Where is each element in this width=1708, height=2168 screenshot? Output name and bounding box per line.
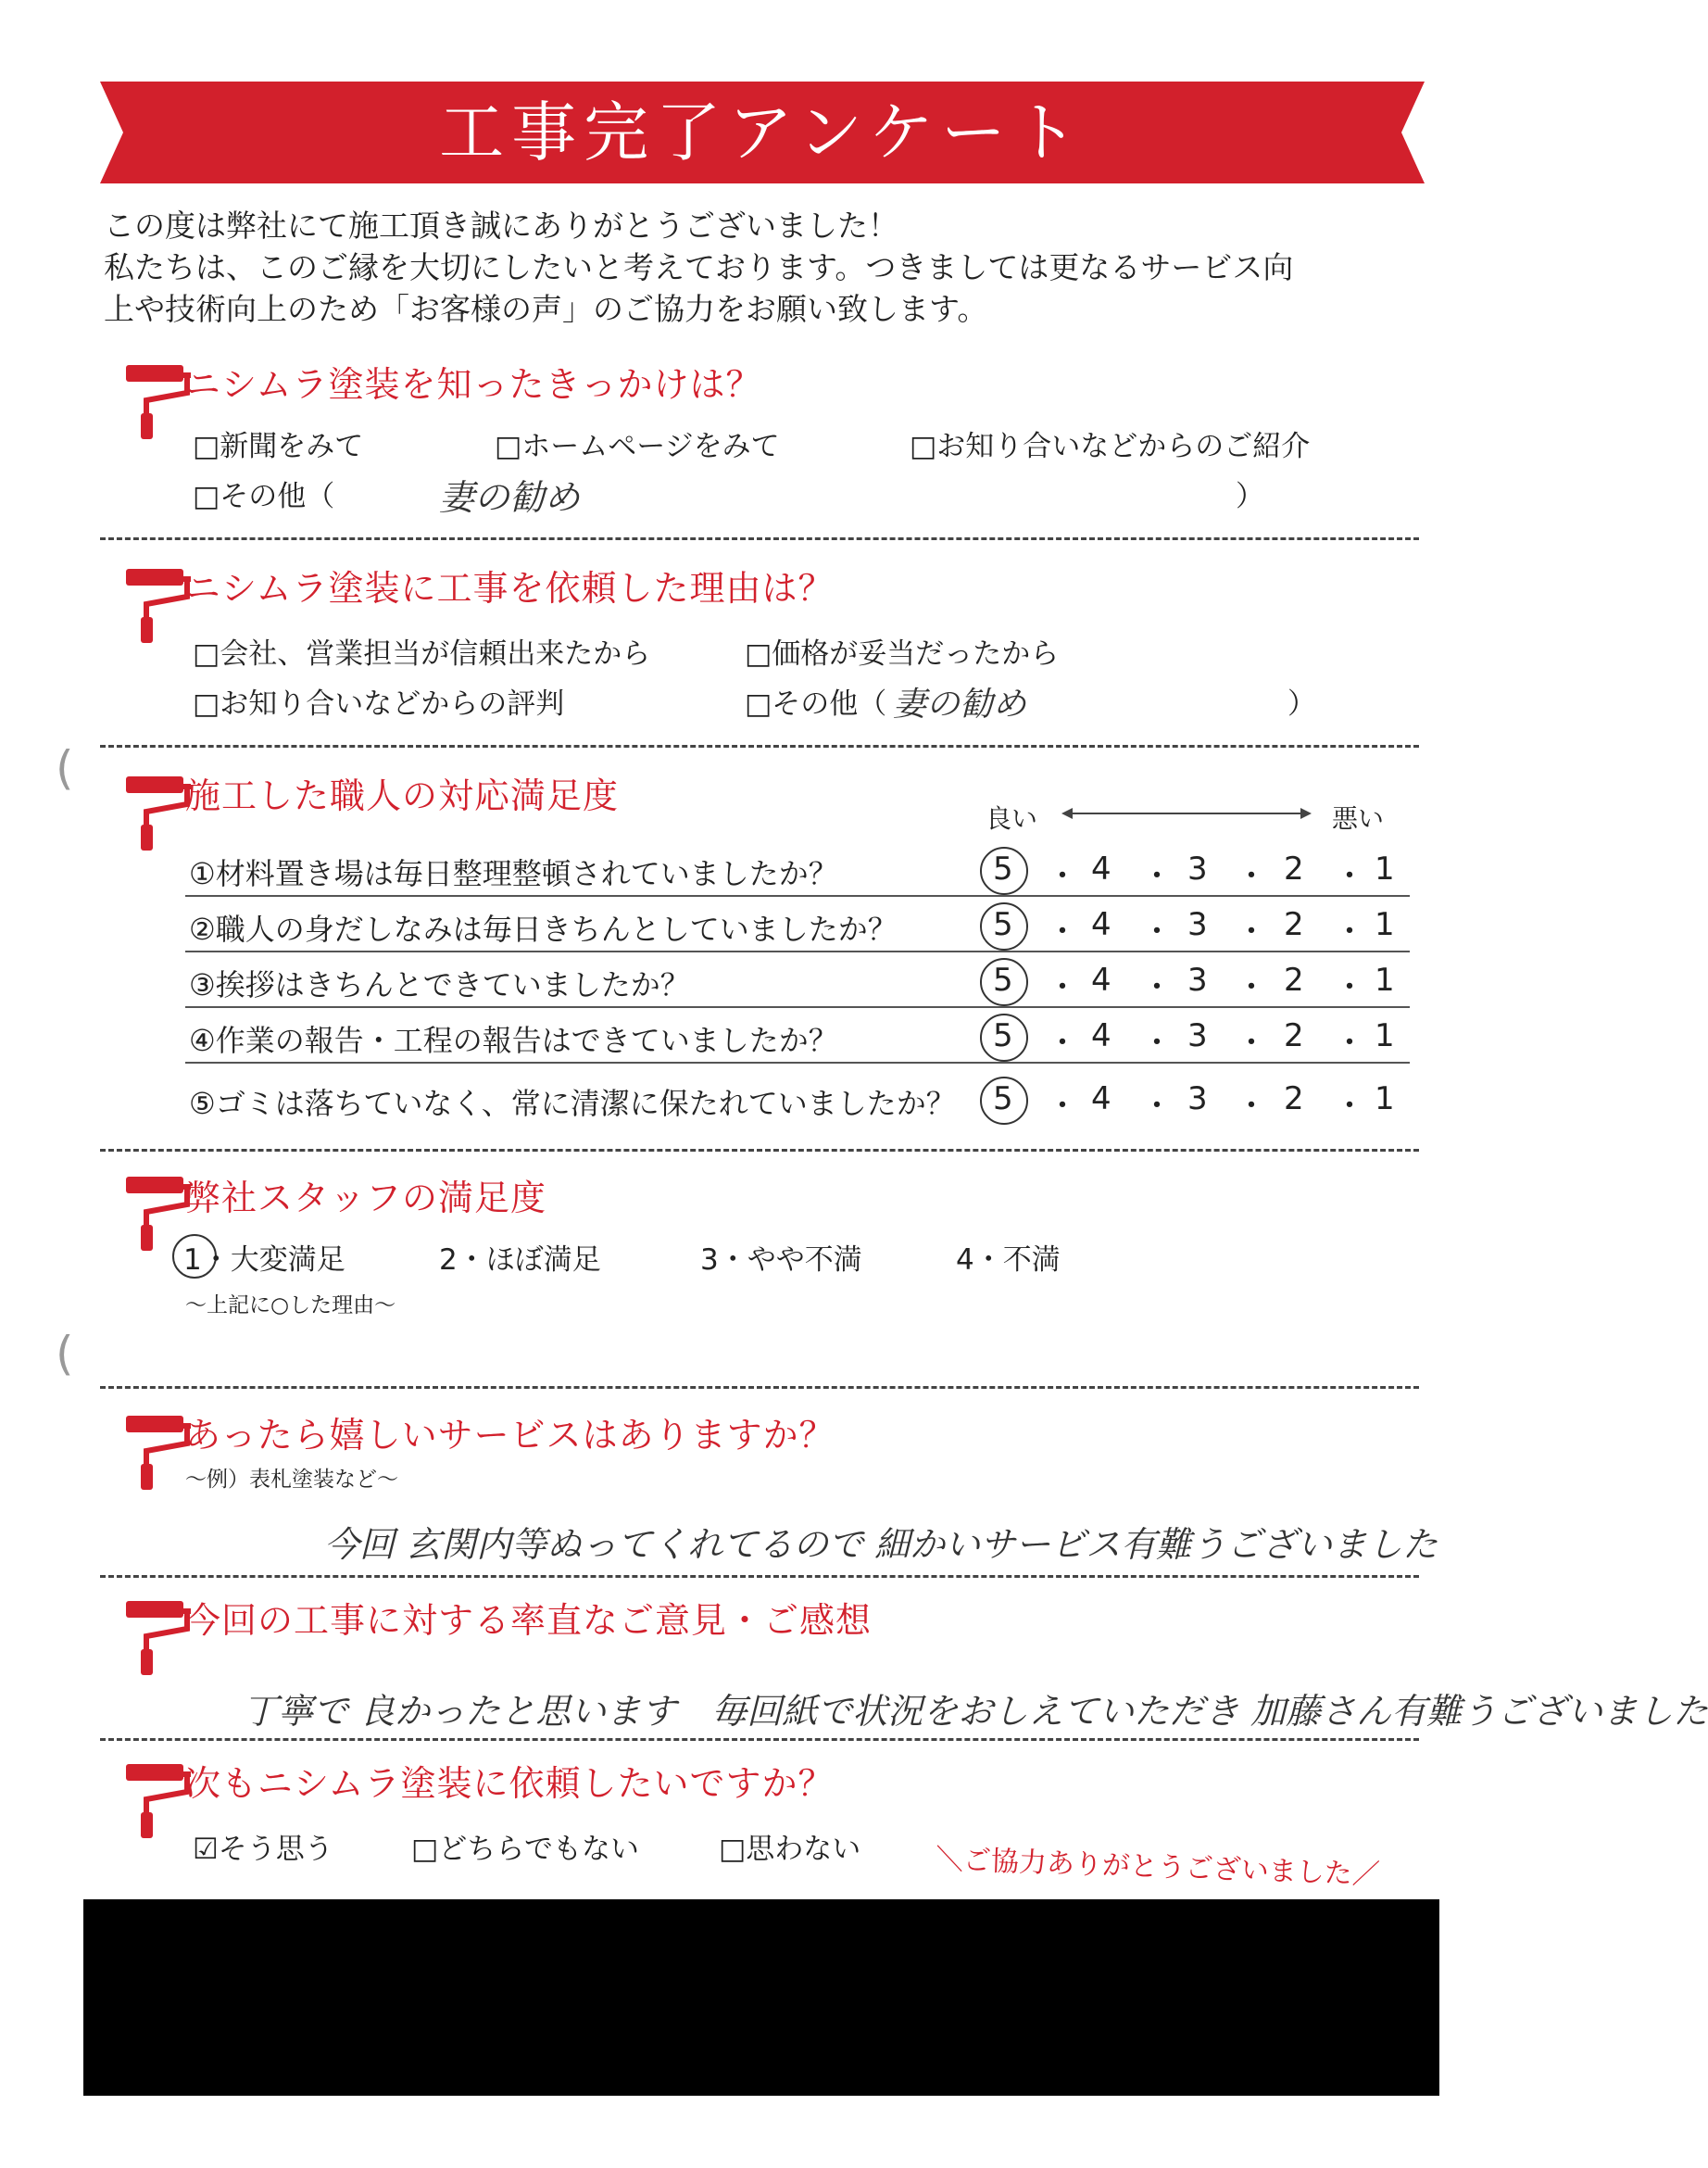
close-paren: ） xyxy=(1287,687,1316,721)
section-title-feedback: 今回の工事に対する率直なご意見・ご感想 xyxy=(185,1600,873,1641)
redacted-area xyxy=(83,1899,1439,2096)
option-slightly-unsatisfied[interactable]: 3・やや不満 xyxy=(700,1243,862,1277)
score-separator: ・ xyxy=(1141,858,1173,895)
binder-hole-mark: ( xyxy=(56,1327,74,1380)
score-separator: ・ xyxy=(1334,858,1365,895)
score-option-5[interactable]: 5 xyxy=(993,851,1013,888)
score-separator: ・ xyxy=(1236,1025,1267,1062)
score-option-4[interactable]: 4 xyxy=(1091,1017,1111,1054)
intro-line-2: 私たちは、このご縁を大切にしたいと考えております。つきましては更なるサービス向 xyxy=(104,249,1294,285)
option-other[interactable]: □その他（ xyxy=(745,687,887,721)
score-separator: ・ xyxy=(1047,969,1078,1006)
scale-good-label: 良い xyxy=(986,803,1038,834)
score-option-4[interactable]: 4 xyxy=(1091,906,1111,943)
handwritten-answer: 今回 玄関内等ぬってくれてるので 細かいサービス有難うございました xyxy=(324,1524,1438,1565)
section-divider xyxy=(100,745,1419,748)
section-title-how-found: ニシムラ塗装を知ったきっかけは？ xyxy=(185,364,762,405)
score-option-3[interactable]: 3 xyxy=(1187,851,1208,888)
score-option-1[interactable]: 1 xyxy=(1375,906,1395,943)
score-option-5[interactable]: 5 xyxy=(993,962,1013,999)
row-divider xyxy=(185,1062,1410,1064)
option-neutral[interactable]: □どちらでもない xyxy=(411,1833,639,1866)
score-option-1[interactable]: 1 xyxy=(1375,851,1395,888)
score-separator: ・ xyxy=(1334,969,1365,1006)
rating-question-5: ⑤ゴミは落ちていなく、常に清潔に保たれていましたか？ xyxy=(189,1086,956,1121)
score-option-1[interactable]: 1 xyxy=(1375,962,1395,999)
thanks-message: ＼ご協力ありがとうございました／ xyxy=(935,1843,1381,1892)
score-separator: ・ xyxy=(1334,1088,1365,1125)
score-separator: ・ xyxy=(1334,1025,1365,1062)
section-title-repeat: 次もニシムラ塗装に依頼したいですか？ xyxy=(185,1763,835,1804)
section-divider xyxy=(100,537,1419,540)
rating-question-2: ②職人の身だしなみは毎日きちんとしていましたか？ xyxy=(189,912,898,947)
scale-arrow-icon xyxy=(1061,804,1312,823)
score-option-1[interactable]: 1 xyxy=(1375,1017,1395,1054)
option-disagree[interactable]: □思わない xyxy=(719,1833,861,1866)
scale-bad-label: 悪い xyxy=(1332,803,1385,834)
score-option-3[interactable]: 3 xyxy=(1187,1080,1208,1117)
handwritten-other-reason: 妻の勧め xyxy=(893,686,1027,724)
score-option-4[interactable]: 4 xyxy=(1091,962,1111,999)
row-divider xyxy=(185,895,1410,897)
score-separator: ・ xyxy=(1236,914,1267,951)
score-separator: ・ xyxy=(1334,914,1365,951)
row-divider xyxy=(185,951,1410,952)
score-option-2[interactable]: 2 xyxy=(1284,906,1304,943)
score-option-3[interactable]: 3 xyxy=(1187,906,1208,943)
rating-question-3: ③挨拶はきちんとできていましたか？ xyxy=(189,967,690,1002)
option-price[interactable]: □価格が妥当だったから xyxy=(745,637,1060,671)
score-option-2[interactable]: 2 xyxy=(1284,1017,1304,1054)
example-label: 〜例）表札塗装など〜 xyxy=(185,1468,398,1492)
score-option-5[interactable]: 5 xyxy=(993,1080,1013,1117)
section-divider xyxy=(100,1738,1419,1741)
intro-line-1: この度は弊社にて施工頂き誠にありがとうございました！ xyxy=(104,208,898,244)
option-homepage[interactable]: □ホームページをみて xyxy=(495,430,780,463)
score-separator: ・ xyxy=(1047,1088,1078,1125)
selected-score-circle xyxy=(980,958,1028,1006)
section-divider xyxy=(100,1575,1419,1578)
score-option-5[interactable]: 5 xyxy=(993,1017,1013,1054)
rating-question-4: ④作業の報告・工程の報告はできていましたか？ xyxy=(189,1023,838,1058)
score-separator: ・ xyxy=(1236,1088,1267,1125)
score-separator: ・ xyxy=(1047,914,1078,951)
score-option-3[interactable]: 3 xyxy=(1187,962,1208,999)
section-title-desired-services: あったら嬉しいサービスはありますか？ xyxy=(185,1415,835,1456)
reason-label: 〜上記に○した理由〜 xyxy=(185,1293,396,1317)
option-newspaper[interactable]: □新聞をみて xyxy=(193,430,364,463)
rating-question-1: ①材料置き場は毎日整理整頓されていましたか？ xyxy=(189,856,838,891)
option-unsatisfied[interactable]: 4・不満 xyxy=(956,1243,1061,1277)
handwritten-other-reason: 妻の勧め xyxy=(439,477,581,518)
score-option-4[interactable]: 4 xyxy=(1091,851,1111,888)
option-agree[interactable]: ☑そう思う xyxy=(193,1833,333,1866)
option-reputation[interactable]: □お知り合いなどからの評判 xyxy=(193,687,565,721)
handwritten-feedback: 丁寧で 良かったと思います 毎回紙で状況をおしえていただき 加藤さん有難うございました xyxy=(243,1691,1708,1732)
section-title-craftsman-satisfaction: 施工した職人の対応満足度 xyxy=(185,775,620,816)
section-title-reason: ニシムラ塗装に工事を依頼した理由は？ xyxy=(185,568,835,609)
score-separator: ・ xyxy=(1141,914,1173,951)
selected-score-circle xyxy=(980,847,1028,895)
close-paren: ） xyxy=(1236,480,1264,513)
option-mostly-satisfied[interactable]: 2・ほぼ満足 xyxy=(439,1243,601,1277)
section-divider xyxy=(100,1149,1419,1152)
score-option-2[interactable]: 2 xyxy=(1284,962,1304,999)
row-divider xyxy=(185,1006,1410,1008)
option-other[interactable]: □その他（ xyxy=(193,480,335,513)
selected-score-circle xyxy=(980,1014,1028,1062)
selected-score-circle xyxy=(980,902,1028,951)
page-title: 工事完了アンケート xyxy=(439,95,1086,170)
score-separator: ・ xyxy=(1236,969,1267,1006)
score-separator: ・ xyxy=(1236,858,1267,895)
score-option-4[interactable]: 4 xyxy=(1091,1080,1111,1117)
score-separator: ・ xyxy=(1141,969,1173,1006)
score-option-5[interactable]: 5 xyxy=(993,906,1013,943)
section-title-staff-satisfaction: 弊社スタッフの満足度 xyxy=(185,1178,547,1218)
option-trust[interactable]: □会社、営業担当が信頼出来たから xyxy=(193,637,651,671)
selected-score-circle xyxy=(980,1077,1028,1125)
score-separator: ・ xyxy=(1141,1088,1173,1125)
score-option-1[interactable]: 1 xyxy=(1375,1080,1395,1117)
score-separator: ・ xyxy=(1047,858,1078,895)
score-option-2[interactable]: 2 xyxy=(1284,1080,1304,1117)
score-separator: ・ xyxy=(1047,1025,1078,1062)
score-option-3[interactable]: 3 xyxy=(1187,1017,1208,1054)
intro-line-3: 上や技術向上のため「お客様の声」のご協力をお願い致します。 xyxy=(104,291,988,327)
score-separator: ・ xyxy=(1141,1025,1173,1062)
section-divider xyxy=(100,1386,1419,1389)
binder-hole-mark: ( xyxy=(56,741,74,795)
score-option-2[interactable]: 2 xyxy=(1284,851,1304,888)
option-very-satisfied[interactable]: 1・大変満足 xyxy=(183,1243,345,1277)
option-referral[interactable]: □お知り合いなどからのご紹介 xyxy=(910,430,1311,463)
